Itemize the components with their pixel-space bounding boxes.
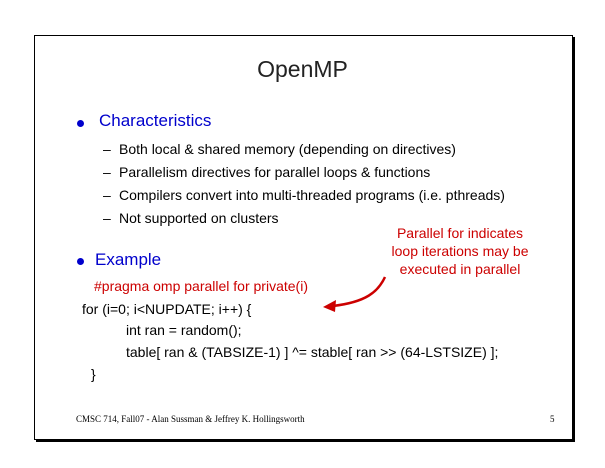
list-item: – Both local & shared memory (depending on directives) xyxy=(103,141,456,157)
list-item: – Not supported on clusters xyxy=(103,210,279,226)
slide-title: OpenMP xyxy=(257,56,348,82)
code-line-for: for (i=0; i<NUPDATE; i++) { xyxy=(82,301,252,317)
annotation-line: executed in parallel xyxy=(399,261,521,277)
annotation-line: loop iterations may be xyxy=(391,243,529,259)
code-line-close: } xyxy=(91,366,96,382)
annotation-line: Parallel for indicates xyxy=(396,225,524,241)
list-item: – Parallelism directives for parallel loops & functions xyxy=(103,164,431,180)
list-item: – Compilers convert into multi-threaded programs (i.e. pthreads) xyxy=(103,187,505,203)
code-line-table: table[ ran & (TABSIZE-1) ] ^= stable[ ran >> (64-LSTSIZE) ]; xyxy=(126,344,499,360)
section-heading-characteristics: Characteristics xyxy=(99,111,212,130)
code-line-ran: int ran = random(); xyxy=(126,322,242,338)
footer-credit: CMSC 714, Fall07 - Alan Sussman & Jeffrey K. Hollingsworth xyxy=(76,414,305,424)
code-pragma: #pragma omp parallel for private(i) xyxy=(94,278,308,294)
section-heading-example: Example xyxy=(95,250,162,269)
page-number: 5 xyxy=(550,414,555,424)
